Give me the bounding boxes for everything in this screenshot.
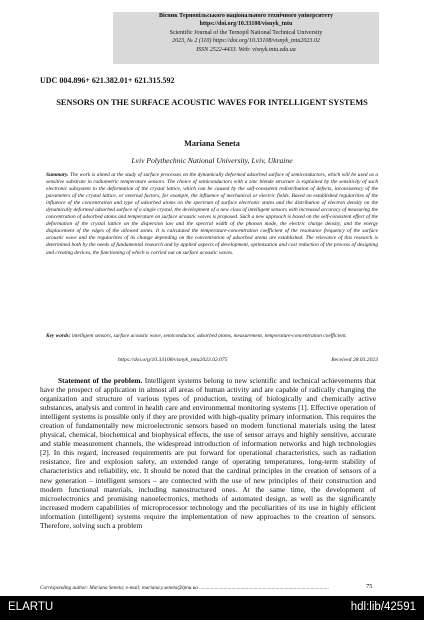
journal-name-english: Scientific Journal of the Ternopil National Technical University	[169, 29, 323, 36]
body-text	[40, 376, 376, 530]
abstract-label: Summary.	[46, 172, 69, 178]
paper-title: SENSORS ON THE SURFACE ACOUSTIC WAVES FOR INTELLIGENT SYSTEMS	[56, 98, 368, 107]
repository-name: ELARTU	[8, 601, 54, 613]
abstract-text: The work is aimed at the study of surface processes on the dynamically deformed adsorbed surface of semiconductors, which will be used as a sensitive substrate in radiometric temperature sensors. The choice of semiconductors with a zinc blende structure is explained by the sensitivity of such electronic subsystem to the deformation of the crystal lattice, which can be caused by the self-consistent redistribution of defects, inconsistency of the parameters of the crystal lattice, or external factors, for example, the influence of mechanical or electric fields. Based on established regularities of the influence of the concentration and type of adsorbed atoms on the spectrum of surface electronic states and the distribution of electron density on the dynamically deformed adsorbed surface of a single crystal, the development of a new class of intelligent sensors with increased accuracy of measuring the concentration of adsorbed atoms and temperature on surface acoustic waves is proposed. Such a new approach is based on the self-consistent effect of the deformation of the crystal lattice on the dispersion law and the spectral width of the phonon mode, the electric charge density, and the energy displacement of the edges of the allowed zones. It is calculated the temperature-concentration coefficient of the resonance frequency of the surface acoustic wave and the regularities of its change depending on the concentration of adsorbed atoms are established. The relevance of this research is determined both by the needs of fundamental research and by applied aspects of development, optimization and cost reduction of the process of designing and creating devices, the functioning of which is carried out on surface acoustic waves.	[46, 172, 378, 256]
page-number: 75	[366, 583, 373, 590]
journal-header-box	[113, 12, 379, 64]
issue-doi: 2023, № 2 (110) https://doi.org/10.33108/visnyk_tntu2023.02	[172, 38, 320, 45]
journal-doi: https://doi.org/10.33108/visnyk_tntu	[199, 21, 293, 28]
keywords-text: intelligent sensors, surface acoustic wave, semiconductor, adsorbed atoms, measurement, temperature-concentration coefficient.	[70, 333, 347, 339]
handle-id: hdl:lib/42591	[350, 601, 416, 613]
keywords-label: Key words:	[46, 333, 71, 339]
received-date: Received 28.03.2023	[331, 357, 378, 363]
section-heading: Statement of the problem.	[58, 376, 143, 385]
corresponding-author-footnote: Corresponding author: Mariana Seneta; e-mail: mariana.y.seneta@lpnu.ua ....................................................................................................	[40, 585, 329, 591]
udc-code: UDC 004.896+ 621.382.01+ 621.315.592	[40, 76, 175, 85]
journal-name-ukrainian: Вісник Тернопільського національного технічного університету	[158, 13, 334, 19]
issn-web: ISSN 2522-4433. Web: visnyk.tntu.edu.ua	[196, 46, 296, 53]
abstract	[46, 172, 378, 257]
keywords	[46, 333, 378, 340]
article-doi: https://doi.org/10.33108/visnyk_tntu2023.02.075	[118, 357, 228, 363]
author-affiliation: Lviv Polythechnic National University, Lviv, Ukraine	[131, 156, 293, 165]
author-name: Mariana Seneta	[184, 139, 240, 148]
repository-bar	[0, 596, 424, 620]
body-paragraph: Intelligent systems belong to new scientific and technical achievements that have the prospect of application in almost all areas of human activity and are capable of radically changing the organization and structure of various types of production, testing of biologically and chemically active substances, analysis and control in health care and environmental monitoring systems [1]. Effective operation of intelligent systems is possible only if they are provided with high-quality primary information. This requires the creation of fundamentally new microelectronic sensors based on modern functional materials using the latest physical, chemical, biochemical and biophysical effects, the use of sensor arrays and highly sensitive, accurate and stable measurement channels, the widespread introduction of information networks and high technologies [2]. In this regard, increased requirements are put forward for operational characteristics, such as radiation resistance, fire and explosion safety, an extended range of operating temperatures, long-term stability of characteristics and reliability, etc. It should be noted that the cardinal principles in the creation of sensors of a new generation – intelligent sensors – are connected with the use of new principles of their construction and modern functional materials, including nanostructured ones. At the same time, the development of microelectronics and promising nanoelectronics, methods of automated design, as well as the significantly increased modern capabilities of microprocessor technology and the peculiarities of its use in highly efficient information (intelligent) systems require the implementation of new approaches to the creation of sensors. Therefore, solving such a problem	[40, 376, 376, 530]
